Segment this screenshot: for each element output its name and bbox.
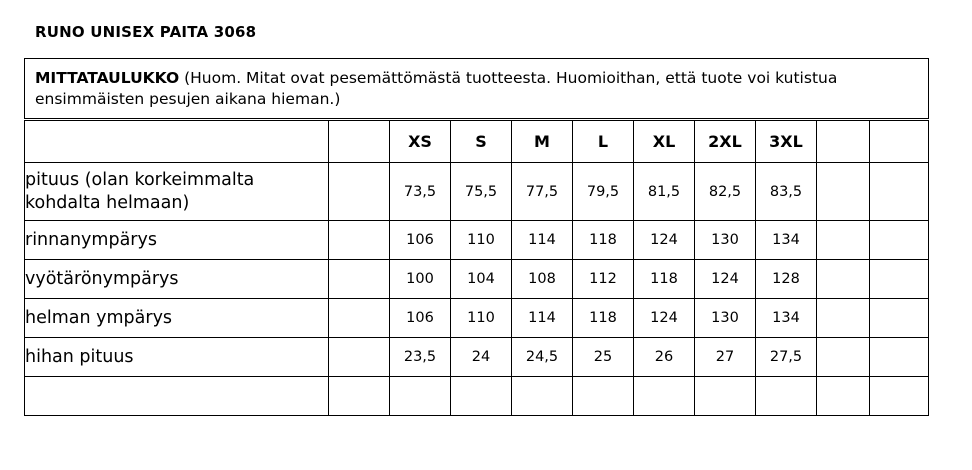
note-heading: MITTATAULUKKO bbox=[35, 69, 180, 87]
table-cell: 77,5 bbox=[512, 163, 573, 221]
table-cell: 24,5 bbox=[512, 338, 573, 377]
empty-cell bbox=[817, 338, 870, 377]
empty-cell bbox=[756, 377, 817, 416]
table-cell: 130 bbox=[695, 221, 756, 260]
table-cell: 124 bbox=[634, 299, 695, 338]
empty-cell bbox=[870, 377, 929, 416]
table-cell: 114 bbox=[512, 299, 573, 338]
size-header-l: L bbox=[573, 121, 634, 163]
empty-cell bbox=[870, 338, 929, 377]
size-header-s: S bbox=[451, 121, 512, 163]
table-cell: 27 bbox=[695, 338, 756, 377]
row-label: hihan pituus bbox=[25, 338, 329, 377]
table-cell: 24 bbox=[451, 338, 512, 377]
table-cell: 118 bbox=[573, 299, 634, 338]
row-label: rinnanympärys bbox=[25, 221, 329, 260]
size-header-xs: XS bbox=[390, 121, 451, 163]
table-row bbox=[25, 260, 929, 299]
table-cell: 110 bbox=[451, 221, 512, 260]
table-cell: 83,5 bbox=[756, 163, 817, 221]
empty-cell bbox=[25, 377, 329, 416]
empty-cell bbox=[870, 221, 929, 260]
table-cell: 106 bbox=[390, 299, 451, 338]
header-empty-cell bbox=[25, 121, 329, 163]
table-cell: 114 bbox=[512, 221, 573, 260]
header-empty-cell bbox=[870, 121, 929, 163]
empty-cell bbox=[329, 221, 390, 260]
table-row-empty bbox=[25, 377, 929, 416]
table-row bbox=[25, 338, 929, 377]
empty-cell bbox=[817, 260, 870, 299]
row-label: helman ympärys bbox=[25, 299, 329, 338]
empty-cell bbox=[329, 260, 390, 299]
size-header-m: M bbox=[512, 121, 573, 163]
row-label: pituus (olan korkeimmalta kohdalta helmaan) bbox=[25, 163, 329, 221]
empty-cell bbox=[329, 377, 390, 416]
empty-cell bbox=[573, 377, 634, 416]
table-cell: 27,5 bbox=[756, 338, 817, 377]
table-row bbox=[25, 221, 929, 260]
table-cell: 118 bbox=[634, 260, 695, 299]
size-chart-note bbox=[24, 58, 929, 119]
table-cell: 108 bbox=[512, 260, 573, 299]
table-cell: 82,5 bbox=[695, 163, 756, 221]
empty-cell bbox=[817, 221, 870, 260]
row-label: vyötärönympärys bbox=[25, 260, 329, 299]
table-cell: 79,5 bbox=[573, 163, 634, 221]
table-cell: 134 bbox=[756, 221, 817, 260]
table-cell: 100 bbox=[390, 260, 451, 299]
table-cell: 25 bbox=[573, 338, 634, 377]
table-cell: 134 bbox=[756, 299, 817, 338]
table-cell: 124 bbox=[695, 260, 756, 299]
empty-cell bbox=[512, 377, 573, 416]
table-cell: 106 bbox=[390, 221, 451, 260]
empty-cell bbox=[451, 377, 512, 416]
empty-cell bbox=[870, 299, 929, 338]
header-empty-cell bbox=[329, 121, 390, 163]
table-cell: 110 bbox=[451, 299, 512, 338]
table-row bbox=[25, 163, 929, 221]
empty-cell bbox=[390, 377, 451, 416]
table-header-row bbox=[25, 121, 929, 163]
size-header-3xl: 3XL bbox=[756, 121, 817, 163]
table-cell: 112 bbox=[573, 260, 634, 299]
size-header-2xl: 2XL bbox=[695, 121, 756, 163]
empty-cell bbox=[817, 163, 870, 221]
empty-cell bbox=[329, 338, 390, 377]
table-cell: 130 bbox=[695, 299, 756, 338]
table-cell: 104 bbox=[451, 260, 512, 299]
table-cell: 118 bbox=[573, 221, 634, 260]
header-empty-cell bbox=[817, 121, 870, 163]
empty-cell bbox=[634, 377, 695, 416]
empty-cell bbox=[695, 377, 756, 416]
table-cell: 73,5 bbox=[390, 163, 451, 221]
table-row bbox=[25, 299, 929, 338]
empty-cell bbox=[817, 377, 870, 416]
note-text: (Huom. Mitat ovat pesemättömästä tuotteesta. Huomioithan, että tuote voi kutistua ensimmäisten pesujen aikana hieman.) bbox=[35, 69, 838, 108]
empty-cell bbox=[329, 299, 390, 338]
table-cell: 26 bbox=[634, 338, 695, 377]
table-cell: 128 bbox=[756, 260, 817, 299]
empty-cell bbox=[329, 163, 390, 221]
table-cell: 23,5 bbox=[390, 338, 451, 377]
empty-cell bbox=[870, 260, 929, 299]
document-title: RUNO UNISEX PAITA 3068 bbox=[35, 23, 257, 41]
empty-cell bbox=[817, 299, 870, 338]
size-header-xl: XL bbox=[634, 121, 695, 163]
table-cell: 75,5 bbox=[451, 163, 512, 221]
table-cell: 81,5 bbox=[634, 163, 695, 221]
size-table bbox=[24, 120, 929, 416]
empty-cell bbox=[870, 163, 929, 221]
table-cell: 124 bbox=[634, 221, 695, 260]
